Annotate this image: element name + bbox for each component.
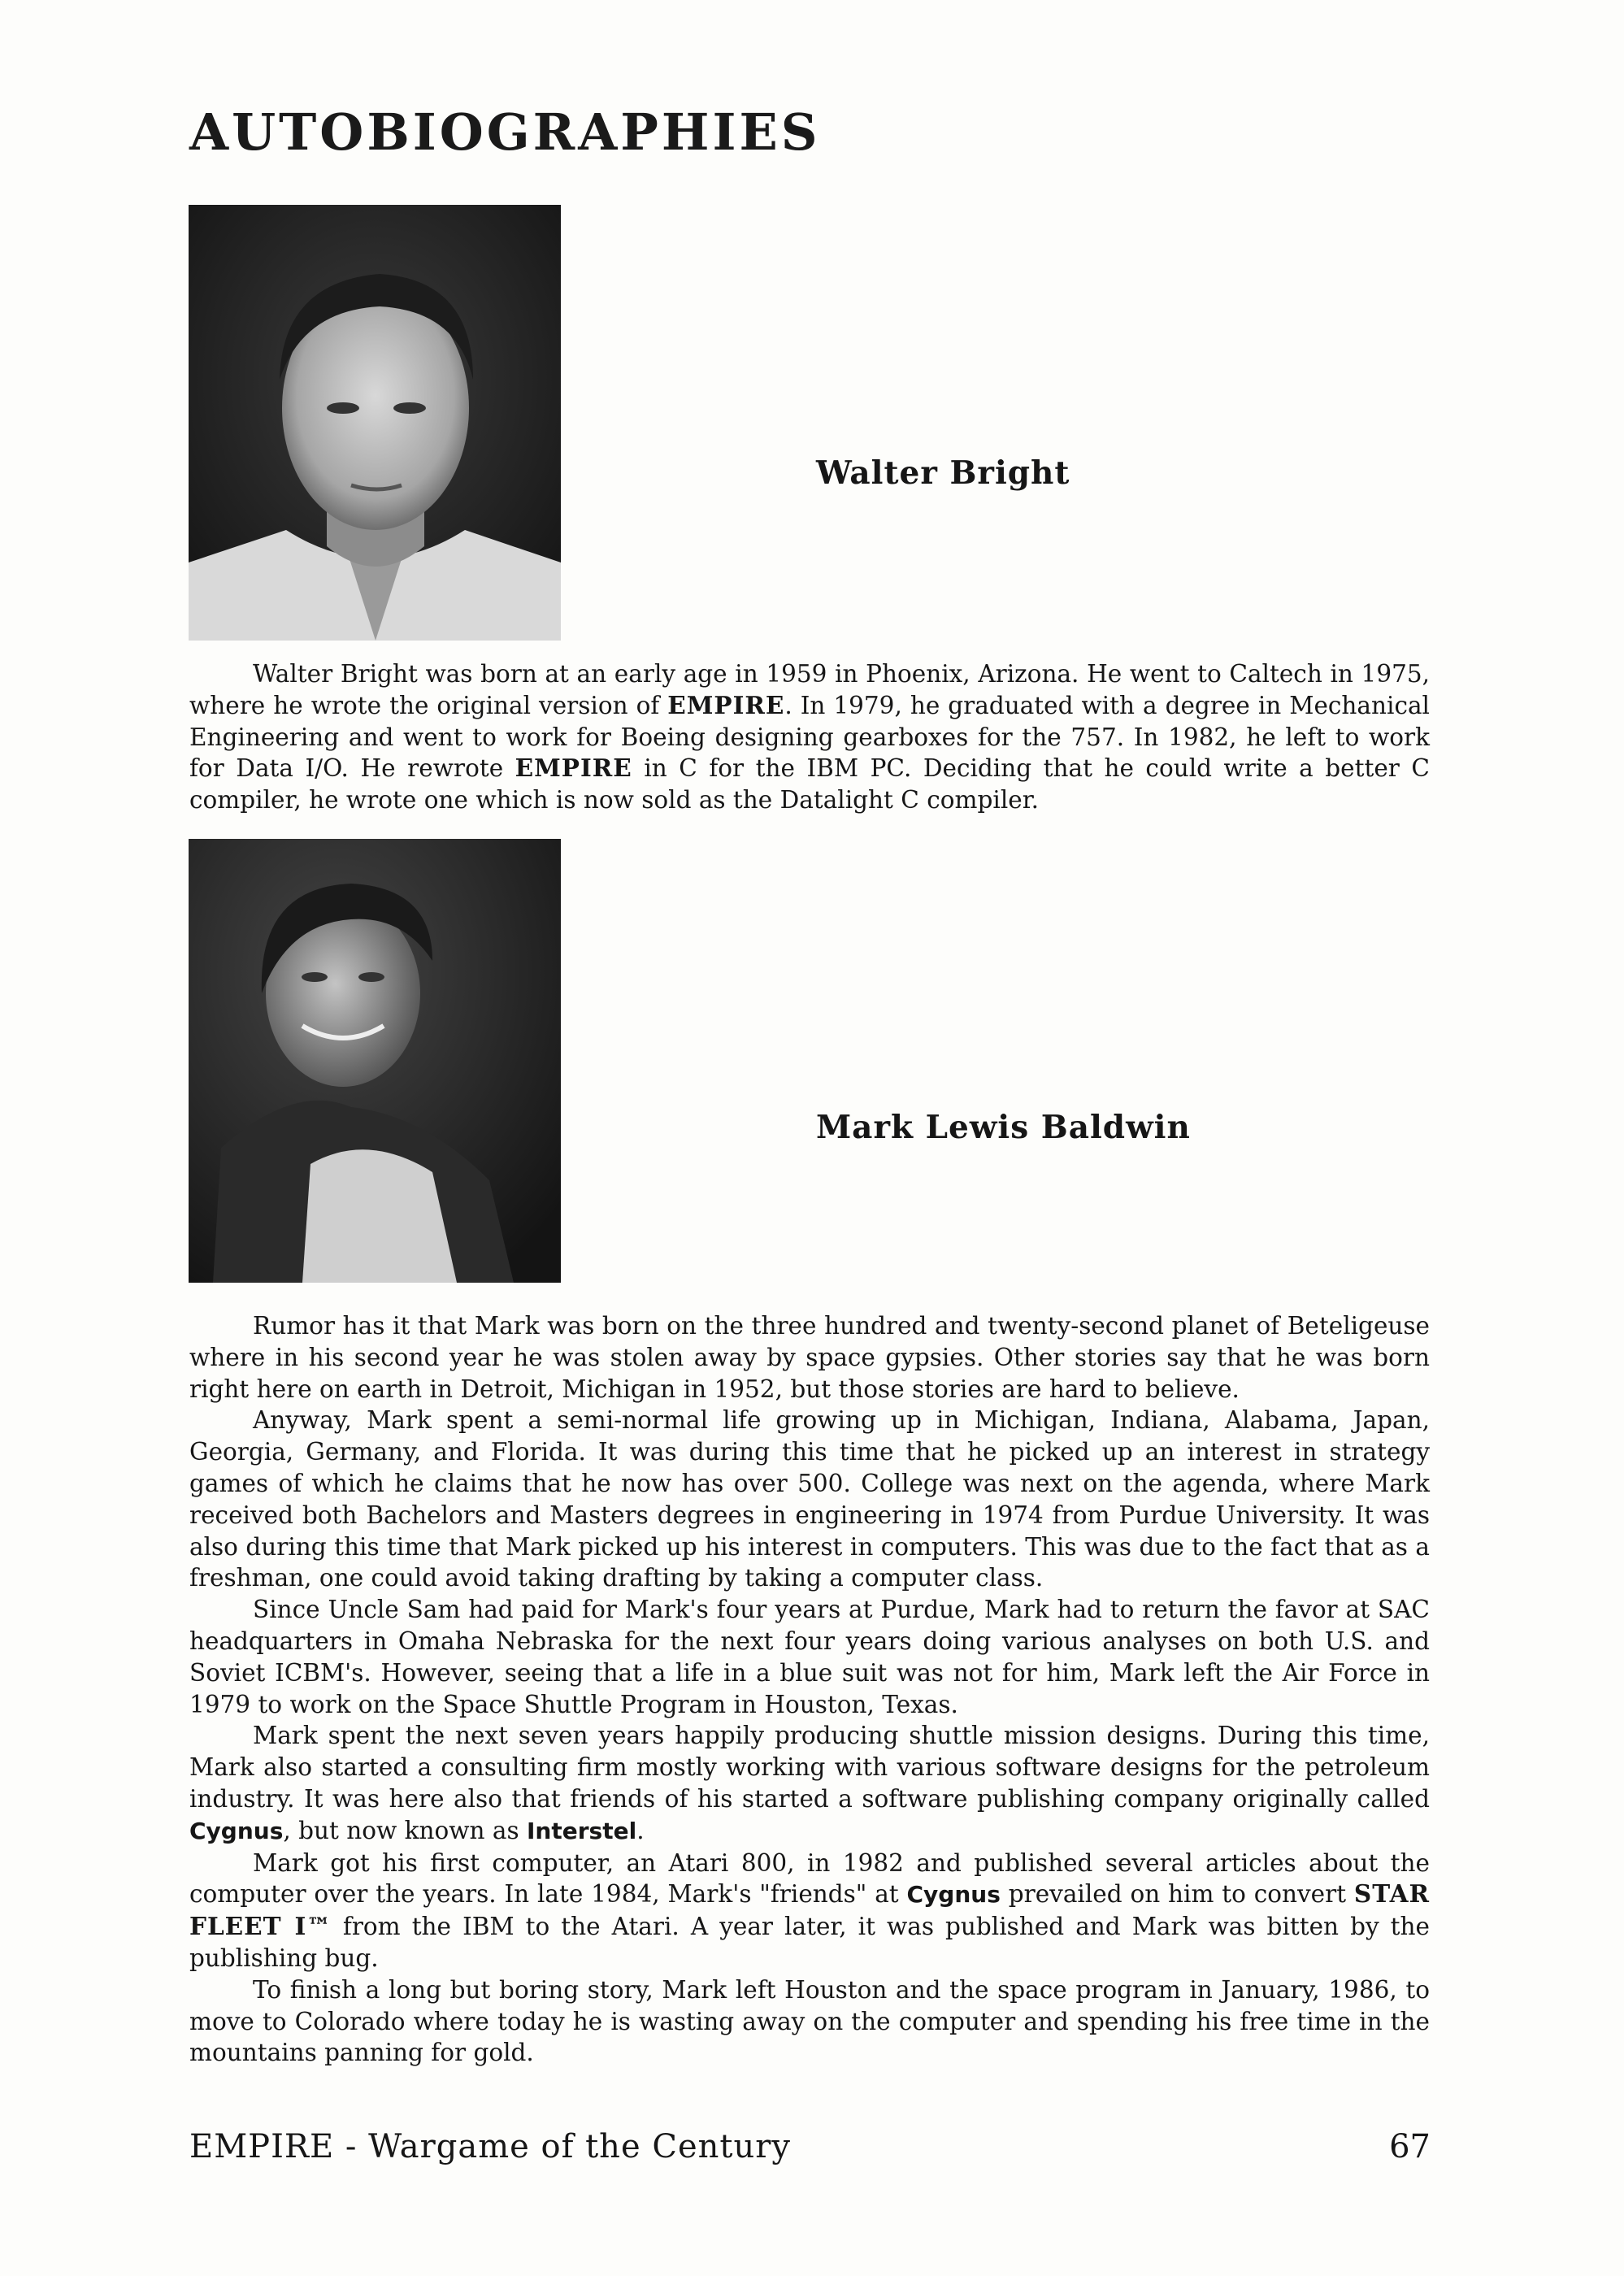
mark-baldwin-photo [189, 839, 561, 1283]
bio-paragraph: Walter Bright was born at an early age in 1959 in Phoenix, Arizona. He went to Caltech in 1975, where he wrote the original version of EMPIRE. In 1979, he graduated with a degree in Mechanical Engineering and went to work for Boeing designing gearboxes for the 757. In 1982, he left to work for Data I/O. He rewrote EMPIRE in C for the IBM PC. Deciding that he could write a better C compiler, he wrote one which is now sold as the Datalight C compiler. [189, 660, 1430, 814]
mark-baldwin-bio [189, 1310, 1430, 2069]
empire-title: EMPIRE [667, 690, 785, 719]
bio-paragraph: Rumor has it that Mark was born on the three hundred and twenty-second planet of Beteligeuse where in his second year he was stolen away by space gypsies. Other stories say that he was born right here on earth in Detroit, Michigan in 1952, but those stories are hard to believe. [189, 1312, 1430, 1403]
bio-paragraph: Mark got his first computer, an Atari 800, in 1982 and published several articles about the computer over the years. In late 1984, Mark's "friends" at Cygnus prevailed on him to convert STAR FLEET I™ from the IBM to the Atari. A year later, it was published and Mark was bitten by the publishing bug. [189, 1848, 1430, 1972]
bio-paragraph: Since Uncle Sam had paid for Mark's four years at Purdue, Mark had to return the favor at SAC headquarters in Omaha Nebraska for the next four years doing various analyses on both U.S. and Soviet ICBM's. However, seeing that a life in a blue suit was not for him, Mark left the Air Force in 1979 to work on the Space Shuttle Program in Houston, Texas. [189, 1596, 1430, 1718]
interstel-name: Interstel [527, 1817, 637, 1844]
page-number: 67 [1389, 2128, 1431, 2165]
page-title: AUTOBIOGRAPHIES [189, 102, 821, 162]
walter-bright-name: Walter Bright [816, 454, 1070, 492]
walter-bright-bio [189, 658, 1430, 816]
bio-paragraph: Mark spent the next seven years happily producing shuttle mission designs. During this time, Mark also started a consulting firm mostly working with various software designs for the petroleum industry. It was here also that friends of his started a software publishing company originally called Cygnus, but now known as Interstel. [189, 1722, 1430, 1844]
cygnus-name: Cygnus [906, 1881, 1001, 1909]
cygnus-name: Cygnus [189, 1817, 284, 1844]
bio-paragraph: To finish a long but boring story, Mark left Houston and the space program in January, 1986, to move to Colorado where today he is wasting away on the computer and spending his free time in the mountains panning for gold. [189, 1975, 1430, 2067]
portrait-photo-icon [189, 205, 561, 641]
footer-title: EMPIRE - Wargame of the Century [189, 2128, 791, 2165]
star-fleet-title: STAR FLEET I™ [189, 1879, 1430, 1941]
mark-baldwin-name: Mark Lewis Baldwin [816, 1109, 1191, 1146]
empire-title: EMPIRE [515, 754, 632, 783]
bio-paragraph: Anyway, Mark spent a semi-normal life growing up in Michigan, Indiana, Alabama, Japan, Georgia, Germany, and Florida. It was during this time that he picked up an interest in strategy games of which he claims that he now has over 500. College was next on the agenda, where Mark received both Bachelors and Masters degrees in engineering in 1974 from Purdue University. It was also during this time that Mark picked up his interest in computers. This was due to the fact that as a freshman, one could avoid taking drafting by taking a computer class. [189, 1406, 1430, 1592]
walter-bright-photo [189, 205, 561, 641]
portrait-photo-icon [189, 839, 561, 1283]
